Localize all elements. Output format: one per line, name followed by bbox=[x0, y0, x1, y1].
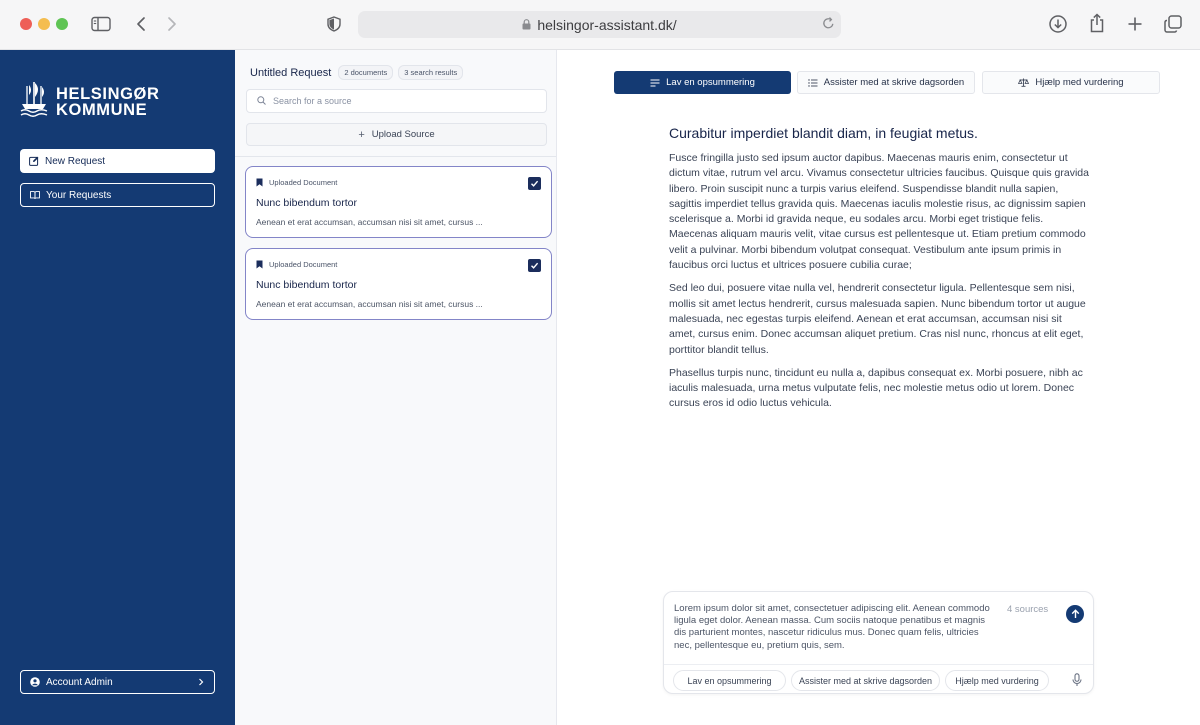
lines-icon bbox=[650, 79, 660, 87]
sources-count: 4 sources bbox=[1007, 604, 1049, 615]
source-title: Nunc bibendum tortor bbox=[256, 197, 357, 209]
address-bar[interactable] bbox=[358, 11, 841, 38]
helsingor-logo bbox=[20, 80, 160, 123]
plus-icon[interactable] bbox=[1124, 13, 1146, 35]
plus-icon: + bbox=[358, 128, 365, 141]
upload-source-button[interactable] bbox=[246, 123, 547, 146]
chip-assessment[interactable]: Hjælp med vurdering bbox=[945, 670, 1049, 691]
divider bbox=[235, 156, 556, 157]
tab-agenda-label: Assister med at skrive dagsorden bbox=[823, 77, 965, 88]
article-paragraph: Fusce fringilla justo sed ipsum auctor dapibus. Maecenas mauris enim, consectetur ut dictum vitae, rutrum vel arcu. Vivamus consectetur ultricies faucibus. Quisque quis gravida libero. Proin suscipit nunc a turpis varius eleifend. Suspendisse blandit nulla sapien, sagittis imperdiet tellus gravida quis. Maecenas iaculis molestie risus, ac dignissim sapien scelerisque a. Morbi id gravida neque, eu sodales arcu. Morbi eget tristique felis. Maecenas aliquam mauris velit, vitae cursus est pellentesque ut. Etiam pretium commodo velit a pulvinar. Morbi bibendum volutpat consequat. Vestibulum ante ipsum primis in faucibus orci luctus et ultrices posuere cubilia curae; bbox=[669, 152, 1089, 272]
tab-agenda[interactable] bbox=[797, 71, 975, 94]
prompt-input[interactable]: Lorem ipsum dolor sit amet, consectetuer adipiscing elit. Aenean commodo ligula eget dolor. Aenean massa. Cum sociis natoque penatibus et magnis dis parturient montes, nascetur ridiculus mus. Donec quam felis, ultricies nec, pellentesque eu, pretium quis, sem. bbox=[674, 603, 990, 651]
documents-count-badge: 2 documents bbox=[338, 65, 393, 80]
source-type: Uploaded Document bbox=[269, 178, 338, 187]
chevron-right-icon[interactable] bbox=[161, 13, 183, 35]
article-heading: Curabitur imperdiet blandit diam, in feugiat metus. bbox=[669, 125, 978, 141]
chevron-right-icon bbox=[198, 677, 204, 690]
upload-source-label: Upload Source bbox=[371, 129, 435, 140]
browser-toolbar bbox=[0, 0, 1200, 50]
source-type: Uploaded Document bbox=[269, 260, 338, 269]
bookmark-icon bbox=[256, 178, 263, 187]
lock-icon bbox=[522, 17, 531, 33]
article-paragraph: Phasellus turpis nunc, tincidunt eu nulla a, dapibus consequat ex. Morbi posuere, nibh ac iaculis malesuada, urna metus vulputate felis, nec molestie metus odio ut lorem. Donec cursus eros id odio luctus vehicula. bbox=[669, 366, 1083, 410]
source-checkbox[interactable] bbox=[528, 177, 541, 190]
sources-panel bbox=[235, 50, 557, 725]
microphone-icon[interactable] bbox=[1072, 673, 1082, 687]
logo-line-2: KOMMUNE bbox=[56, 100, 148, 119]
main-content bbox=[558, 50, 1200, 725]
sidebar-icon[interactable] bbox=[90, 13, 112, 35]
logo-line-1: HELSINGØR bbox=[56, 84, 160, 103]
account-admin-button[interactable] bbox=[20, 670, 215, 694]
source-title: Nunc bibendum tortor bbox=[256, 279, 357, 291]
tab-assessment-label: Hjælp med vurdering bbox=[1035, 77, 1124, 88]
sidebar bbox=[0, 50, 235, 725]
user-icon bbox=[30, 677, 40, 687]
reload-icon[interactable] bbox=[822, 16, 835, 33]
source-checkbox[interactable] bbox=[528, 259, 541, 272]
your-requests-button[interactable] bbox=[20, 183, 215, 207]
download-icon[interactable] bbox=[1047, 13, 1069, 35]
search-input[interactable] bbox=[273, 96, 523, 106]
bookmark-icon bbox=[256, 260, 263, 269]
share-icon[interactable] bbox=[1086, 12, 1108, 34]
ship-logo-icon bbox=[20, 80, 48, 123]
chip-agenda[interactable]: Assister med at skrive dagsorden bbox=[791, 670, 940, 691]
close-window-button[interactable] bbox=[20, 18, 32, 30]
book-icon bbox=[30, 190, 40, 200]
source-card[interactable] bbox=[245, 248, 552, 320]
request-title: Untitled Request bbox=[250, 66, 332, 79]
send-button[interactable] bbox=[1066, 605, 1084, 623]
tab-summary[interactable] bbox=[614, 71, 791, 94]
url-text: helsingor-assistant.dk/ bbox=[537, 16, 677, 33]
source-description: Aenean et erat accumsan, accumsan nisi sit amet, cursus ... bbox=[256, 299, 483, 309]
source-card[interactable] bbox=[245, 166, 552, 238]
tabs-icon[interactable] bbox=[1162, 13, 1184, 35]
your-requests-label: Your Requests bbox=[46, 189, 112, 201]
summary-article bbox=[669, 125, 1089, 420]
composer-divider bbox=[664, 664, 1093, 665]
scale-icon bbox=[1018, 78, 1029, 87]
search-icon bbox=[257, 92, 266, 110]
edit-icon bbox=[29, 156, 39, 166]
chevron-left-icon[interactable] bbox=[130, 13, 152, 35]
list-icon bbox=[808, 79, 818, 87]
arrow-up-icon bbox=[1071, 609, 1080, 619]
account-admin-label: Account Admin bbox=[46, 676, 113, 688]
source-search[interactable] bbox=[246, 89, 547, 113]
prompt-composer bbox=[663, 591, 1094, 694]
minimize-window-button[interactable] bbox=[38, 18, 50, 30]
search-results-badge: 3 search results bbox=[398, 65, 463, 80]
tab-summary-label: Lav en opsummering bbox=[666, 77, 755, 88]
new-request-button[interactable] bbox=[20, 149, 215, 173]
chip-summary[interactable]: Lav en opsummering bbox=[673, 670, 786, 691]
source-description: Aenean et erat accumsan, accumsan nisi sit amet, cursus ... bbox=[256, 217, 483, 227]
new-request-label: New Request bbox=[45, 155, 106, 167]
article-paragraph: Sed leo dui, posuere vitae nulla vel, hendrerit consectetur ligula. Pellentesque sem nisi, mollis sit amet lectus hendrerit, cursus malesuada sapien. Nunc bibendum tortor ut augue malesuada, nec egestas turpis eleifend. Aenean et erat accumsan, accumsan nisi sit amet, cursus enim. Donec accumsan aliquet pretium. Cras nisl nunc, rhoncus at elit eget, porttitor blandit tellus. bbox=[669, 282, 1086, 356]
shield-icon[interactable] bbox=[323, 13, 345, 35]
zoom-window-button[interactable] bbox=[56, 18, 68, 30]
tab-assessment[interactable] bbox=[982, 71, 1160, 94]
